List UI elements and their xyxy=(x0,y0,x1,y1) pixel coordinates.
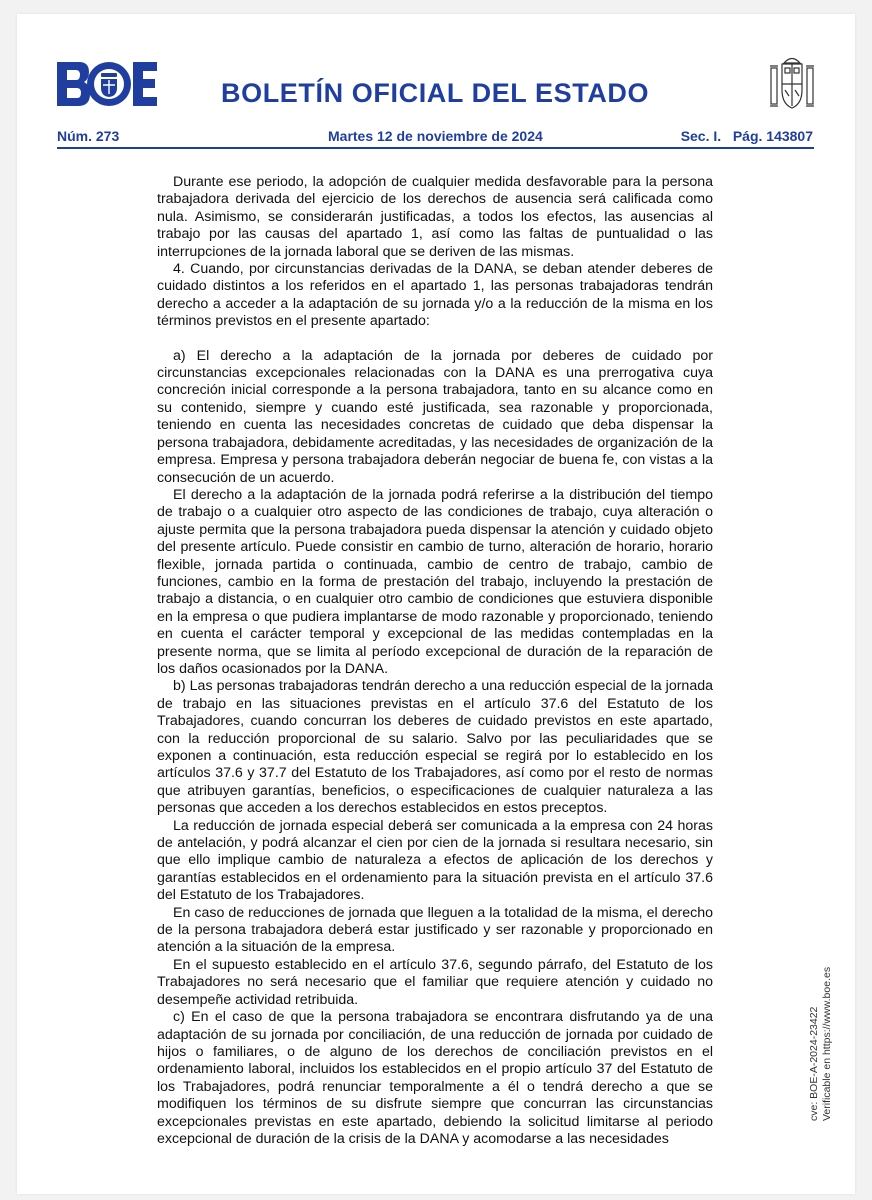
section-page: Sec. I. Pág. 143807 xyxy=(680,128,813,144)
boe-logo xyxy=(55,58,159,110)
paragraph: En el supuesto establecido en el artículo 37.6, segundo párrafo, del Estatuto de los Trabajadores no será necesario que el familiar que requiere atención y cuidado no desempeñe actividad retribuida. xyxy=(157,956,713,1008)
paragraph: b) Las personas trabajadoras tendrán derecho a una reducción especial de la jornada de trabajo en las situaciones previstas en el artículo 37.6 del Estatuto de los Trabajadores, cuando concurran los deberes de cuidado previstos en este apartado, con la reducción proporcional de su salario. Salvo por las peculiaridades que se exponen a continuación, esta reducción especial se regirá por lo establecido en los artículos 37.6 y 37.7 del Estatuto de los Trabajadores, así como por el resto de normas que atribuyen garantías, beneficios, o especificaciones de cualquier naturaleza a las personas que acceden a los derechos establecidos en estos preceptos. xyxy=(157,678,713,817)
paragraph: El derecho a la adaptación de la jornada podrá referirse a la distribución del tiempo de trabajo o a cualquier otro aspecto de las condiciones de trabajo, cuya alteración o ajuste permita que la persona trabajadora pueda dispensar la atención y cuidado objeto del presente artículo. Puede consistir en cambio de turno, alteración de horario, horario flexible, jornada partida o continuada, cambio de centro de trabajo, cambio de funciones, cambio en la forma de prestación del trabajo, incluyendo la prestación de trabajo a distancia, o en cualquier otro cambio de condiciones que estuviera disponible en la empresa o que pudiera implantarse de modo razonable y proporcionado, teniendo en cuenta el carácter temporal y excepcional de las medidas contempladas en la presente norma, que se limita al período excepcional de duración de la reparación de los daños ocasionados por la DANA. xyxy=(157,486,713,677)
cve-code: cve: BOE-A-2024-23422 xyxy=(808,1006,820,1121)
paragraph: La reducción de jornada especial deberá ser comunicada a la empresa con 24 horas de antelación, y podrá alcanzar el cien por cien de la jornada si resultara necesario, sin que ello implique cambio de naturaleza a efectos de aplicación de los derechos y garantías establecidos en el ordenamiento para la situación prevista en el artículo 37.6 del Estatuto de los Trabajadores. xyxy=(157,817,713,904)
verify-url: Verificable en https://www.boe.es xyxy=(821,966,833,1121)
verification-note xyxy=(808,967,834,1121)
paragraph: a) El derecho a la adaptación de la jornada por deberes de cuidado por circunstancias excepcionales relacionadas con la DANA es una prerrogativa cuya concreción inicial corresponde a la persona trabajadora, tanto en su alcance como en su contenido, siempre y cuando esté justificada, sea razonable y proporcionada, teniendo en cuenta las necesidades concretas de cuidado que deba dispensar la persona trabajadora, debidamente acreditadas, y las necesidades de organización de la empresa. Empresa y persona trabajadora deberán negociar de buena fe, con vistas a la consecución de un acuerdo. xyxy=(157,347,713,486)
document-body xyxy=(157,174,713,1148)
issue-number: Núm. 273 xyxy=(57,128,120,144)
paragraph: En caso de reducciones de jornada que lleguen a la totalidad de la misma, el derecho de la persona trabajadora deberá estar justificado y ser razonable y proporcionado en atención a la situación de la empresa. xyxy=(157,904,713,956)
paragraph: Durante ese periodo, la adopción de cualquier medida desfavorable para la persona trabajadora derivada del ejercicio de los derechos de ausencia será calificada como nula. Asimismo, se considerarán justificadas, a todos los efectos, las ausencias al trabajo por las causas del apartado 1, así como las faltas de puntualidad o las interrupciones de la jornada laboral que se deriven de las mismas. xyxy=(157,174,713,260)
coat-of-arms-icon xyxy=(769,54,815,114)
bulletin-title: BOLETÍN OFICIAL DEL ESTADO xyxy=(221,78,650,108)
document-page xyxy=(17,14,855,1194)
header-divider xyxy=(57,147,814,149)
publication-date: Martes 12 de noviembre de 2024 xyxy=(328,128,543,144)
paragraph: c) En el caso de que la persona trabajadora se encontrara disfrutando ya de una adaptación de su jornada por conciliación, de una reducción de jornada por cuidado de hijos o familiares, o de alguno de los derechos de conciliación previstos en el ordenamiento laboral, incluidos los establecidos en el propio artículo 37 del Estatuto de los Trabajadores, podrá renunciar temporalmente a él o tendrá derecho a que se modifiquen los términos de su disfrute siempre que concurran las circunstancias excepcionales previstas en este apartado, debiendo la solicitud limitarse al periodo excepcional de duración de la crisis de la DANA y acomodarse a las necesidades xyxy=(157,1009,713,1147)
paragraph: 4. Cuando, por circunstancias derivadas de la DANA, se deban atender deberes de cuidado distintos a los referidos en el apartado 1, las personas trabajadoras tendrán derecho a acceder a la adaptación de su jornada y/o a la reducción de la misma en los términos previstos en el presente apartado: xyxy=(157,261,713,330)
